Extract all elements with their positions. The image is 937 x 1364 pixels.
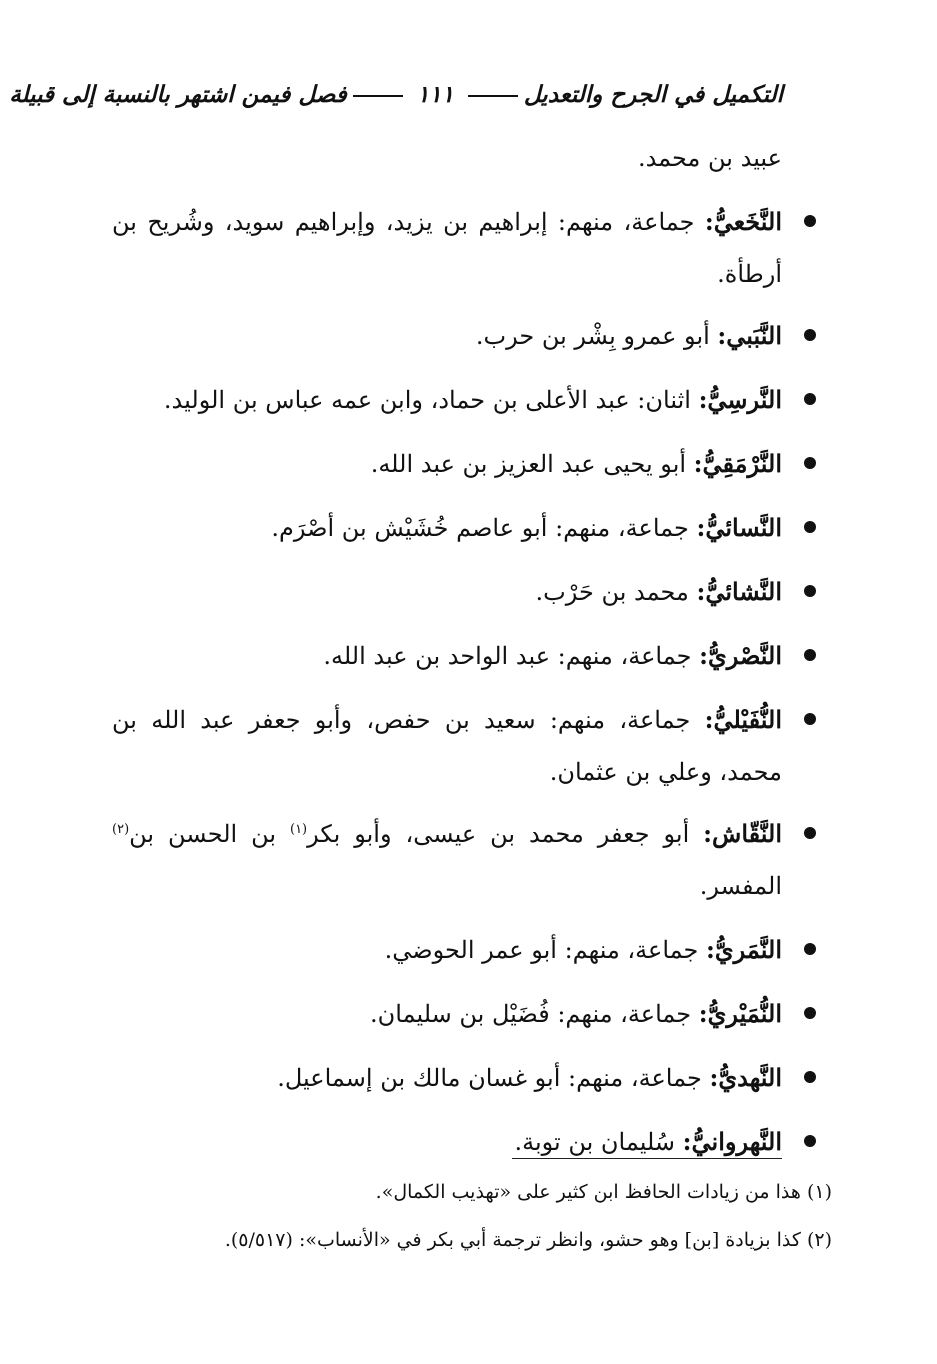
bullet-icon xyxy=(804,393,816,405)
running-header xyxy=(9,74,783,114)
list-item xyxy=(112,566,782,618)
footnote-2: (٢) كذا بزيادة [بن] وهو حشو، وانظر ترجمة أبي بكر في «الأنساب»: (٥/٥١٧). xyxy=(224,1229,832,1251)
header-dash-right xyxy=(468,95,518,97)
entry-text: أبو يحيى عبد العزيز بن عبد الله. xyxy=(370,450,694,478)
entry-nisba: النُّمَيْريُّ: xyxy=(698,999,782,1028)
entry-nisba: النَّسائيُّ: xyxy=(696,513,782,542)
entry-nisba: النَّشائيُّ: xyxy=(696,577,782,606)
entry-nisba: النَّهديُّ: xyxy=(709,1063,782,1092)
bullet-icon xyxy=(804,713,816,725)
continuation-text: عبيد بن محمد. xyxy=(637,144,782,172)
page-number: ١١١ xyxy=(416,80,454,108)
entry-text: بن الحسن بن xyxy=(129,820,290,848)
entry-text: جماعة، منهم: إبراهيم بن يزيد، وإبراهيم سويد، وشُريح بن أرطأة. xyxy=(112,208,782,288)
page-number-group xyxy=(347,81,524,108)
list-item xyxy=(112,630,782,682)
list-item xyxy=(112,196,782,300)
entry-nisba: النَّخَعيُّ: xyxy=(704,207,783,236)
entry-nisba: النَّقّاش: xyxy=(703,819,783,848)
entry-nisba: النَّبَبي: xyxy=(717,321,782,350)
entry-nisba: النَّرسِيُّ: xyxy=(698,385,782,414)
entry-text: أبو عمرو بِشْر بن حرب. xyxy=(475,322,718,350)
bullet-icon xyxy=(804,585,816,597)
entry-text: جماعة، منهم: سعيد بن حفص، وأبو جعفر عبد الله بن محمد، وعلي بن عثمان. xyxy=(112,706,782,786)
list-item xyxy=(112,924,782,976)
list-item xyxy=(112,502,782,554)
footnote-marker-2[interactable]: (٢) xyxy=(112,822,130,837)
section-title: فصل فيمن اشتهر بالنسبة إلى قبيلة xyxy=(9,80,347,108)
bullet-icon xyxy=(804,649,816,661)
list-item xyxy=(112,374,782,426)
list-item xyxy=(112,988,782,1040)
entry-nisba: النَّهروانيُّ: xyxy=(682,1127,782,1156)
entry-text: جماعة، منهم: أبو عاصم خُشَيْش بن أصْرَم. xyxy=(271,514,697,542)
entry-text: سُليمان بن توبة. xyxy=(514,1128,683,1156)
book-title: التكميل في الجرح والتعديل xyxy=(523,80,783,108)
entry-text: جماعة، منهم: فُضَيْل بن سليمان. xyxy=(370,1000,699,1028)
entry-text: جماعة، منهم: أبو غسان مالك بن إسماعيل. xyxy=(277,1064,710,1092)
entry-text: محمد بن حَرْب. xyxy=(535,578,697,606)
entry-nisba: النَّمَريُّ: xyxy=(706,935,782,964)
nisba-entry-list xyxy=(112,196,782,1180)
bullet-icon xyxy=(804,521,816,533)
bullet-icon xyxy=(804,827,816,839)
footnote-marker-1[interactable]: (١) xyxy=(289,822,308,837)
list-item xyxy=(112,694,782,798)
bullet-icon xyxy=(804,1071,816,1083)
entry-nisba: النَّصْريُّ: xyxy=(699,641,782,670)
entry-text: أبو جعفر محمد بن عيسى، وأبو بكر xyxy=(307,820,704,848)
bullet-icon xyxy=(804,943,816,955)
entry-text: اثنان: عبد الأعلى بن حماد، وابن عمه عباس بن الوليد. xyxy=(163,386,699,414)
list-item xyxy=(112,1052,782,1104)
entry-text: جماعة، منهم: أبو عمر الحوضي. xyxy=(384,936,707,964)
footnote-divider xyxy=(512,1158,782,1159)
list-item xyxy=(112,808,782,912)
bullet-icon xyxy=(804,1007,816,1019)
list-item xyxy=(112,1116,782,1168)
entry-text: جماعة، منهم: عبد الواحد بن عبد الله. xyxy=(323,642,700,670)
footnote-1: (١) هذا من زيادات الحافظ ابن كثير على «تهذيب الكمال». xyxy=(375,1181,832,1203)
footnotes xyxy=(112,1168,832,1264)
bullet-icon xyxy=(804,457,816,469)
bullet-icon xyxy=(804,215,816,227)
entry-nisba: النُّفَيْليُّ: xyxy=(704,705,782,734)
bullet-icon xyxy=(804,329,816,341)
list-item xyxy=(112,310,782,362)
entry-text: المفسر. xyxy=(699,872,782,900)
bullet-icon xyxy=(804,1135,816,1147)
entry-nisba: النَّرْمَقِيُّ: xyxy=(693,449,782,478)
header-dash-left xyxy=(353,95,403,97)
list-item xyxy=(112,438,782,490)
